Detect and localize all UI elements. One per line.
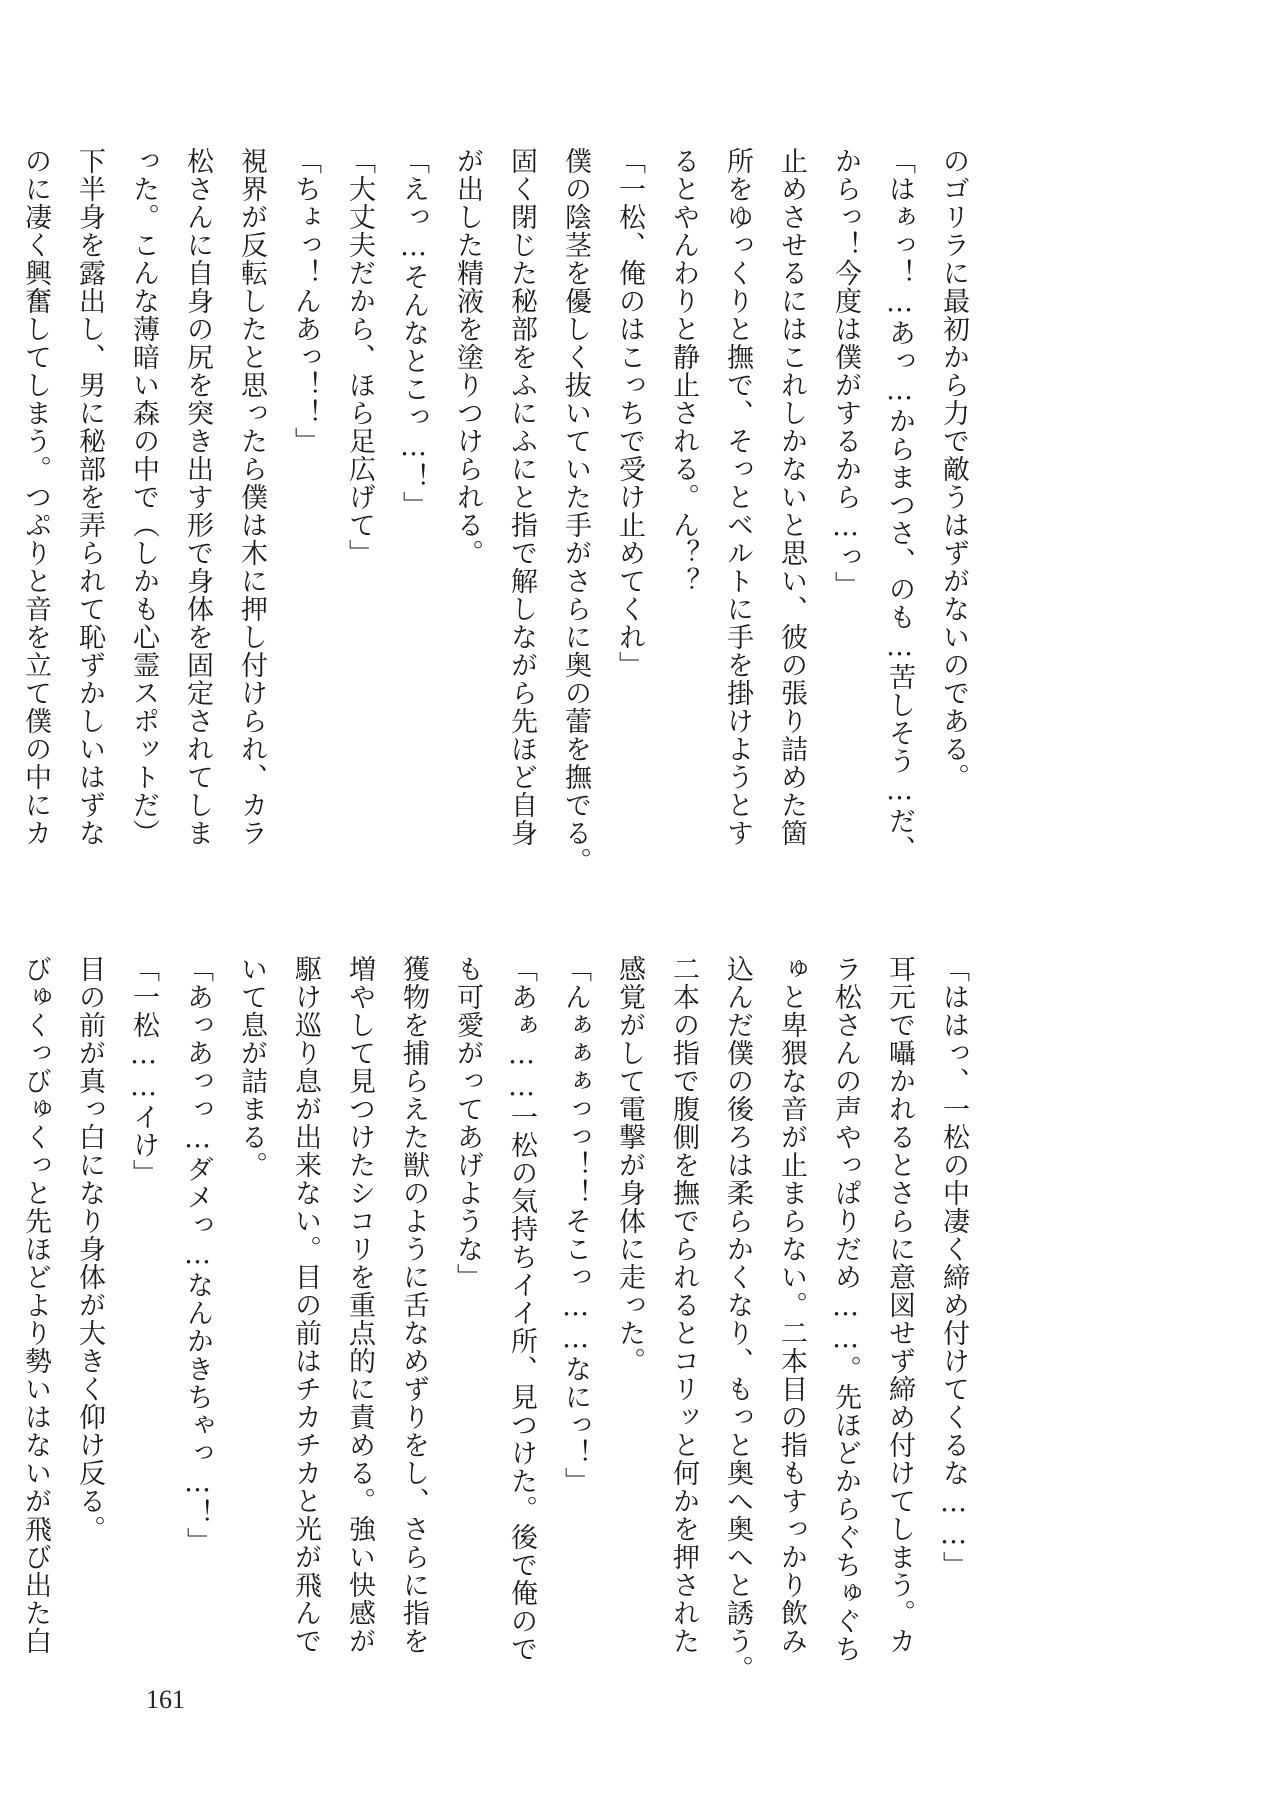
text-line: 「一松……イけ」 <box>128 955 159 1187</box>
text-line: のに凄く興奮してしまう。つぷりと音を立て僕の中にカ <box>20 147 51 847</box>
text-line <box>0 955 8 1675</box>
text-line: 松さんに自身の尻を突き出す形で身体を固定されてしま <box>182 147 213 847</box>
text-line: 「あぁ……一松の気持ちイイ所、見つけた。後で俺ので <box>506 955 537 1663</box>
text-line: からっ！今度は僕がするから…っ」 <box>830 147 861 599</box>
text-block-upper <box>0 147 980 907</box>
text-block-lower <box>0 955 980 1683</box>
text-line: 目の前が真っ白になり身体が大きく仰け反る。 <box>74 955 105 1543</box>
text-line: 視界が反転したと思ったら僕は木に押し付けられ、カラ <box>236 147 267 847</box>
text-line: 下半身を露出し、男に秘部を弄られて恥ずかしいはずな <box>74 147 105 847</box>
text-line: 「えっ…そんなとこっ…！」 <box>398 147 429 519</box>
text-line: 止めさせるにはこれしかないと思い、彼の張り詰めた箇 <box>776 147 807 847</box>
text-line: が出した精液を塗りつけられる。 <box>452 147 483 567</box>
text-line: 「大丈夫だから、ほら足広げて」 <box>344 147 375 567</box>
text-line: 「あっあっっ…ダメっ…なんかきちゃっ…！」 <box>182 955 213 1555</box>
text-line: るとやんわりと静止される。ん？？ <box>668 147 699 595</box>
text-line: 「ちょっ！んあっ！！」 <box>290 147 321 455</box>
text-line: 耳元で囁かれるとさらに意図せず締め付けてしまう。カ <box>884 955 915 1655</box>
text-line: 増やして見つけたシコリを重点的に責める。強い快感が <box>344 955 375 1655</box>
text-line: 「一松、俺のはこっちで受け止めてくれ」 <box>614 147 645 679</box>
text-line: 二本の指で腹側を撫でられるとコリッと何かを押された <box>668 955 699 1655</box>
text-line: 所をゆっくりと撫で、そっとベルトに手を掛けようとす <box>722 147 753 847</box>
text-line: 獲物を捕らえた獣のように舌なめずりをし、さらに指を <box>398 955 429 1655</box>
text-line: びゅくっびゅくっと先ほどより勢いはないが飛び出た白 <box>20 955 51 1655</box>
text-line: 「んぁぁぁっっ！！そこっ……なにっ！」 <box>560 955 591 1495</box>
text-line: った。こんな薄暗い森の中で（しかも心霊スポットだ） <box>128 147 159 847</box>
text-line: ゅと卑猥な音が止まらない。二本目の指もすっかり飲み <box>776 955 807 1655</box>
text-line: 感覚がして電撃が身体に走った。 <box>614 955 645 1375</box>
text-line: 込んだ僕の後ろは柔らかくなり、もっと奥へ奥へと誘う。 <box>722 955 753 1683</box>
text-line: 「はぁっ！…あっ…からまつさ、のも…苦しそう…だ、 <box>884 147 915 863</box>
text-line: 「ははっ、一松の中凄く締め付けてくるな……」 <box>938 955 969 1579</box>
text-line: のゴリラに最初から力で敵うはずがないのである。 <box>938 147 969 791</box>
text-line: いて息が詰まる。 <box>236 955 267 1179</box>
text-line: 駆け巡り息が出来ない。目の前はチカチカと光が飛んで <box>290 955 321 1655</box>
text-line <box>0 147 8 907</box>
text-line: 固く閉じた秘部をふにふにと指で解しながら先ほど自身 <box>506 147 537 847</box>
text-line: 僕の陰茎を優しく抜いていた手がさらに奥の蕾を撫でる。 <box>560 147 591 875</box>
page-number: 161 <box>146 1685 185 1714</box>
text-line: も可愛がってあげような」 <box>452 955 483 1291</box>
text-line: ラ松さんの声やっぱりだめ……。先ほどからぐちゅぐち <box>830 955 861 1663</box>
